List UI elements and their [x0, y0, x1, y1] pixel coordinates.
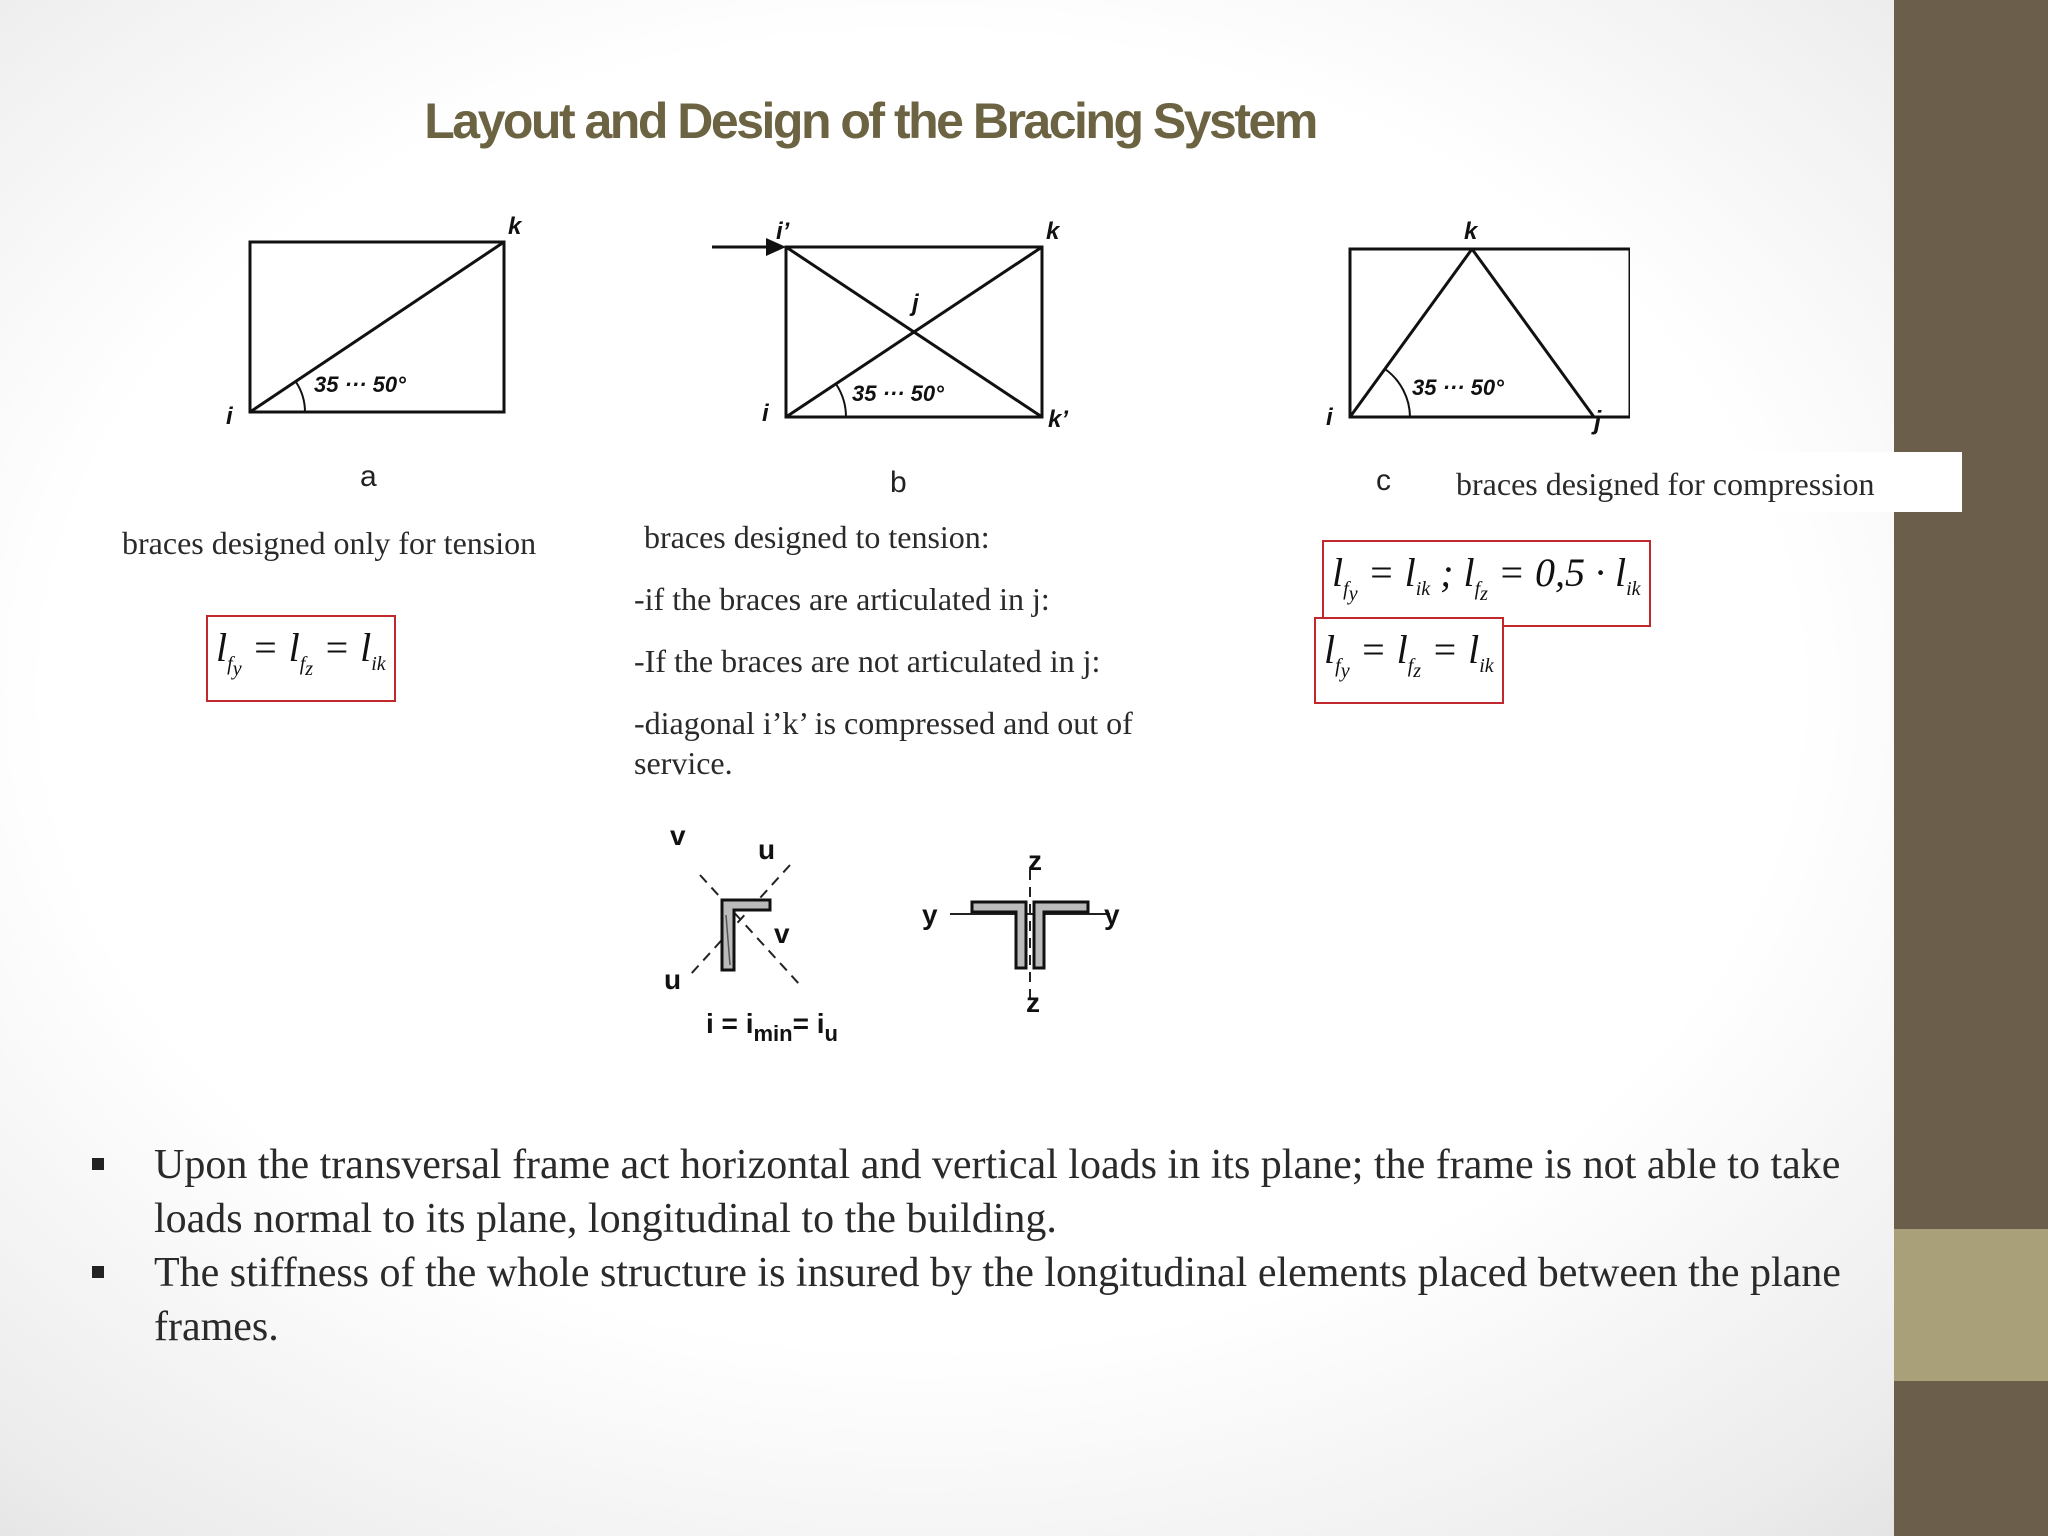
bullet-item: Upon the transversal frame act horizontal and vertical loads in its plane; the frame is not able to take loads normal to its plane, longitudinal to the building. [90, 1138, 1870, 1246]
diagram-b-node-i: i [762, 400, 769, 427]
diagram-c-label: c [1376, 464, 1391, 497]
diagram-c-angle: 35 ··· 50° [1412, 375, 1504, 400]
diagram-c-node-k: k [1464, 218, 1478, 245]
angle-section-diagram [650, 815, 910, 1055]
diagram-b-line-4: -diagonal i’k’ is compressed and out of [634, 705, 1133, 741]
diagram-c [1310, 215, 1630, 435]
formula-c1: $l_{f_y} = l_{ik}$ ; $l_{f_z} = 0,5 \cdot l_{ik}$ [1322, 540, 1651, 627]
tee-label-z-bottom: z [1026, 987, 1040, 1018]
diagram-c-node-j: j [1594, 405, 1602, 435]
angle-label-v-top: v [670, 820, 686, 851]
diagram-a-node-i: i [226, 403, 233, 430]
angle-label-v-right: v [774, 918, 790, 949]
bullet-marker [92, 1266, 104, 1278]
diagram-c-caption: braces designed for compression [1456, 466, 1875, 502]
formula-c2: $l_{f_y} = l_{f_z} = l_{ik}$ [1314, 617, 1504, 704]
diagram-b [700, 205, 1100, 435]
diagram-a [210, 210, 530, 430]
slide-title: Layout and Design of the Bracing System [424, 93, 1316, 149]
diagram-a-caption: braces designed only for tension [122, 525, 537, 561]
diagram-b-node-i-prime: i’ [776, 218, 790, 245]
tee-label-z-top: z [1028, 845, 1042, 876]
diagram-b-node-k-prime: k’ [1048, 406, 1069, 433]
sidebar-accent [1894, 1229, 2048, 1381]
diagram-b-label: b [890, 466, 907, 499]
tee-section-diagram [910, 840, 1130, 1040]
diagram-b-line-1: braces designed to tension: [644, 519, 990, 555]
diagram-a-angle: 35 ··· 50° [314, 372, 406, 397]
angle-radius-formula: $i = i_{min}= i_u$ [706, 1008, 838, 1046]
bullet-item: The stiffness of the whole structure is insured by the longitudinal elements placed between the plane frames. [90, 1246, 1870, 1354]
tee-label-y-left: y [922, 899, 938, 930]
diagram-b-node-k: k [1046, 218, 1060, 245]
bullet-list [90, 1138, 1870, 1354]
diagram-a-node-k: k [508, 213, 522, 240]
angle-label-u-bottom: u [664, 964, 682, 995]
diagram-c-node-i: i [1326, 404, 1333, 431]
formula-a: $l_{f_y} = l_{f_z} = l_{ik}$ [206, 615, 396, 702]
diagram-b-node-j: j [912, 290, 919, 317]
diagram-b-line-3: -If the braces are not articulated in j: [634, 643, 1101, 679]
tee-label-y-right: y [1104, 899, 1120, 930]
diagram-a-label: a [360, 460, 377, 493]
bullet-marker [92, 1158, 104, 1170]
diagram-b-line-2: -if the braces are articulated in j: [634, 581, 1050, 617]
angle-label-u-top: u [758, 834, 776, 865]
diagram-b-angle: 35 ··· 50° [852, 381, 944, 406]
diagram-b-line-5: service. [634, 745, 733, 781]
